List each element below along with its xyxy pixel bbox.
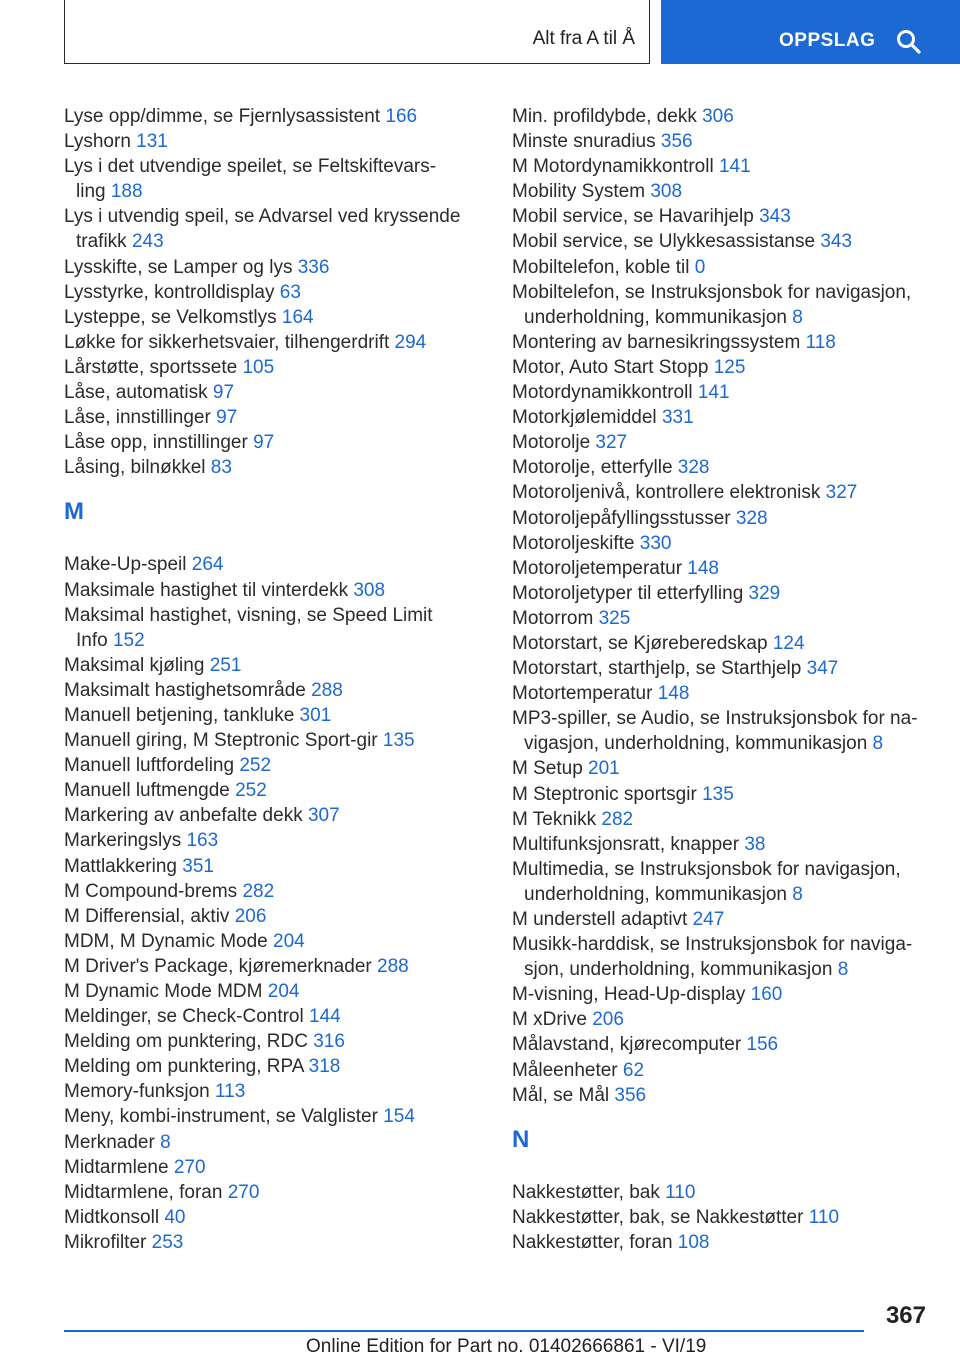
index-entry xyxy=(64,803,484,828)
page-link[interactable]: 166 xyxy=(385,106,418,127)
index-entry xyxy=(64,1180,484,1205)
entry-text: Lys i utvendig speil, se Advarsel ved kryssende trafikk xyxy=(64,206,461,253)
index-entry xyxy=(512,857,932,907)
page-link[interactable]: 108 xyxy=(677,1231,710,1253)
entry-text: Midtarmlene xyxy=(64,1156,174,1178)
entry-text: Meldinger, se Check-Control xyxy=(64,1006,309,1028)
entry-text: Musikk-harddisk, se Instruksjonsbok for naviga- sjon, underholdning, kommunikasjon xyxy=(512,934,913,981)
entry-list xyxy=(512,104,932,1108)
index-entry xyxy=(512,480,932,505)
page-link[interactable]: 264 xyxy=(191,554,224,576)
entry-text: Maksimale hastighet til vinterdekk xyxy=(64,579,354,601)
entry-text: Mattlakkering xyxy=(64,855,183,877)
page-link[interactable]: 288 xyxy=(377,955,409,977)
footer-divider xyxy=(64,1330,864,1332)
entry-text: Mobil service, se Havarihjelp xyxy=(512,206,760,228)
entry-text: Målavstand, kjørecomputer xyxy=(512,1034,747,1056)
page-link[interactable]: 351 xyxy=(182,855,214,877)
page-link[interactable]: 110 xyxy=(808,1206,840,1228)
index-entry xyxy=(512,255,932,280)
page-link[interactable]: 0 xyxy=(694,256,706,278)
page-link[interactable]: 288 xyxy=(311,679,343,701)
page-link[interactable]: 188 xyxy=(110,181,143,203)
page-link[interactable]: 8 xyxy=(872,733,884,755)
entry-text: Lysstyrke, kontrolldisplay xyxy=(64,281,280,303)
entry-text: Motoroljenivå, kontrollere elektronisk xyxy=(512,482,826,504)
page-link[interactable]: 124 xyxy=(772,632,805,654)
entry-text: Maksimalt hastighetsområde xyxy=(64,679,312,701)
lookup-button-label: OPPSLAG xyxy=(779,30,876,51)
page-link[interactable]: 144 xyxy=(309,1006,341,1028)
index-entry xyxy=(64,430,484,455)
page-link[interactable]: 318 xyxy=(308,1056,341,1078)
entry-text: Markering av anbefalte dekk xyxy=(64,805,308,827)
index-entry xyxy=(64,1029,484,1054)
entry-list xyxy=(512,1180,932,1255)
entry-text: Løkke for sikkerhetsvaier, tilhengerdrift xyxy=(64,331,395,353)
page-link[interactable]: 204 xyxy=(267,981,300,1002)
page-link[interactable]: 135 xyxy=(382,730,415,752)
lookup-button[interactable] xyxy=(661,0,960,64)
page-link[interactable]: 301 xyxy=(299,704,332,726)
entry-text: Manuell betjening, tankluke xyxy=(64,704,300,726)
page-link[interactable]: 141 xyxy=(718,156,751,178)
index-entry xyxy=(512,1205,932,1230)
entry-text: M-visning, Head-Up-display xyxy=(512,984,751,1006)
page-link[interactable]: 40 xyxy=(164,1206,186,1228)
entry-text: M Setup xyxy=(512,758,589,780)
index-entry xyxy=(64,552,484,577)
index-entry xyxy=(512,405,932,430)
index-entry xyxy=(64,904,484,929)
entry-text: Låsing, bilnøkkel xyxy=(64,457,211,479)
index-entry xyxy=(64,104,484,129)
index-entry xyxy=(64,305,484,330)
entry-text: Lyse opp/dimme, se Fjernlysassistent xyxy=(64,106,386,127)
index-entry xyxy=(512,656,932,681)
page-link[interactable]: 294 xyxy=(394,331,427,353)
page-link[interactable]: 154 xyxy=(383,1106,415,1128)
index-entry xyxy=(512,982,932,1007)
index-entry xyxy=(512,355,932,380)
entry-text: Min. profildybde, dekk xyxy=(512,106,703,127)
index-entry xyxy=(64,255,484,280)
page-link[interactable]: 201 xyxy=(588,758,620,780)
index-entry xyxy=(512,807,932,832)
index-entry xyxy=(64,129,484,154)
entry-text: Memory-funksjon xyxy=(64,1081,215,1103)
entry-text: Lårstøtte, sportssete xyxy=(64,356,243,378)
page-link[interactable]: 329 xyxy=(748,582,781,604)
page-link[interactable]: 343 xyxy=(759,206,791,228)
index-entry xyxy=(512,179,932,204)
entry-text: M Differensial, aktiv xyxy=(64,905,235,927)
page-link[interactable]: 113 xyxy=(215,1081,246,1103)
entry-text: Motordynamikkontroll xyxy=(512,382,698,404)
entry-text: Motoroljetyper til etterfylling xyxy=(512,582,749,604)
page-link[interactable]: 110 xyxy=(665,1181,696,1203)
index-entry xyxy=(512,380,932,405)
index-entry xyxy=(64,954,484,979)
index-entry xyxy=(512,204,932,229)
entry-text: Manuell luftfordeling xyxy=(64,755,240,777)
entry-text: MDM, M Dynamic Mode xyxy=(64,930,274,952)
index-entry xyxy=(64,1205,484,1230)
index-entry xyxy=(512,681,932,706)
section-heading-n: N xyxy=(512,1125,530,1153)
entry-text: Mobiltelefon, koble til xyxy=(512,256,695,278)
index-entry xyxy=(512,706,932,756)
page-link[interactable]: 204 xyxy=(273,930,305,952)
index-entry xyxy=(512,581,932,606)
entry-text: Nakkestøtter, foran xyxy=(512,1231,678,1253)
index-entry xyxy=(512,556,932,581)
index-entry xyxy=(512,1032,932,1057)
index-entry xyxy=(64,280,484,305)
entry-text: Maksimal hastighet, visning, se Speed Limit Info xyxy=(64,604,433,651)
section-tab[interactable] xyxy=(64,0,650,64)
entry-text: M Compound-brems xyxy=(64,880,243,902)
page-link[interactable]: 316 xyxy=(313,1031,345,1053)
page-link[interactable]: 308 xyxy=(650,181,683,203)
page-link[interactable]: 135 xyxy=(702,783,734,805)
page-link[interactable]: 97 xyxy=(253,432,275,454)
page-link[interactable]: 251 xyxy=(209,654,242,676)
index-entry xyxy=(64,1130,484,1155)
page-link[interactable]: 343 xyxy=(820,231,853,253)
index-entry xyxy=(64,778,484,803)
entry-text: Mikrofilter xyxy=(64,1231,152,1253)
entry-text: Lys i det utvendige speilet, se Feltskiftevars- ling xyxy=(64,156,437,203)
page-link[interactable]: 328 xyxy=(677,457,710,479)
page-link[interactable]: 327 xyxy=(825,482,858,504)
page-link[interactable]: 38 xyxy=(744,833,766,855)
page-link[interactable]: 206 xyxy=(592,1009,624,1031)
index-entry xyxy=(512,280,932,330)
entry-text: Motortemperatur xyxy=(512,683,658,705)
page-link[interactable]: 282 xyxy=(601,808,634,830)
index-column-left xyxy=(64,104,484,1255)
entry-text: M xDrive xyxy=(512,1009,593,1031)
entry-text: M understell adaptivt xyxy=(512,909,693,930)
entry-text: Låse opp, innstillinger xyxy=(64,432,254,454)
entry-text: MP3-spiller, se Audio, se Instruksjonsbok for na- vigasjon, underholdning, kommunikasjon xyxy=(512,708,918,755)
index-entry xyxy=(64,879,484,904)
entry-text: Manuell luftmengde xyxy=(64,780,236,802)
entry-text: Midtarmlene, foran xyxy=(64,1181,228,1203)
page-link[interactable]: 336 xyxy=(297,256,330,278)
page-link[interactable]: 131 xyxy=(136,131,168,153)
page-link[interactable]: 307 xyxy=(307,805,340,827)
index-entry xyxy=(64,854,484,879)
index-entry xyxy=(512,907,932,932)
page-link[interactable]: 8 xyxy=(792,883,803,905)
index-entry xyxy=(64,204,484,254)
entry-text: M Teknikk xyxy=(512,808,602,830)
page-link[interactable]: 331 xyxy=(661,407,694,429)
page-link[interactable]: 97 xyxy=(216,407,238,429)
index-entry xyxy=(512,1058,932,1083)
entry-text: Motoroljepåfyllingsstusser xyxy=(512,507,736,529)
index-entry xyxy=(512,756,932,781)
entry-text: Lyshorn xyxy=(64,131,137,153)
index-entry xyxy=(512,455,932,480)
page-link[interactable]: 164 xyxy=(281,306,314,328)
page-link[interactable]: 141 xyxy=(697,382,730,404)
index-entry xyxy=(512,154,932,179)
index-entry xyxy=(64,653,484,678)
index-entry xyxy=(64,355,484,380)
index-entry xyxy=(512,330,932,355)
entry-text: Melding om punktering, RDC xyxy=(64,1031,314,1053)
index-entry xyxy=(64,380,484,405)
entry-text: Make-Up-speil xyxy=(64,554,192,576)
page-link[interactable]: 282 xyxy=(242,880,275,902)
page-link[interactable]: 252 xyxy=(235,780,267,802)
index-entry xyxy=(64,154,484,204)
index-entry xyxy=(64,1054,484,1079)
index-entry xyxy=(512,631,932,656)
index-entry xyxy=(512,129,932,154)
index-entry xyxy=(64,979,484,1004)
page-link[interactable]: 83 xyxy=(210,457,232,479)
section-tab-label: Alt fra A til Å xyxy=(532,28,635,49)
entry-text: M Driver's Package, kjøremerknader xyxy=(64,955,377,977)
page-link[interactable]: 253 xyxy=(151,1231,184,1253)
page-link[interactable]: 8 xyxy=(792,306,803,328)
entry-text: Motorkjølemiddel xyxy=(512,407,662,429)
entry-text: Manuell giring, M Steptronic Sport-gir xyxy=(64,730,383,752)
entry-text: M Dynamic Mode MDM xyxy=(64,981,268,1002)
index-entry xyxy=(64,330,484,355)
entry-text: Markeringslys xyxy=(64,830,187,852)
entry-text: Mobiltelefon, se Instruksjonsbok for navigasjon, underholdning, kommunikasjon xyxy=(512,281,912,328)
entry-text: Merknader xyxy=(64,1131,161,1153)
entry-text: Mobility System xyxy=(512,181,651,203)
index-entry xyxy=(64,603,484,653)
index-entry xyxy=(512,1007,932,1032)
page-number: 367 xyxy=(885,1302,926,1329)
index-column-right xyxy=(512,104,932,1255)
entry-text: Motorstart, starthjelp, se Starthjelp xyxy=(512,658,807,680)
entry-text: Motorolje, etterfylle xyxy=(512,457,678,479)
index-entry xyxy=(512,1180,932,1205)
page-link[interactable]: 163 xyxy=(186,830,219,852)
index-entry xyxy=(64,1230,484,1255)
index-entry xyxy=(64,1004,484,1029)
page-link[interactable]: 247 xyxy=(692,909,725,930)
index-entry xyxy=(64,828,484,853)
entry-text: Motorrom xyxy=(512,607,599,629)
page-link[interactable]: 270 xyxy=(173,1156,206,1178)
entry-text: Minste snuradius xyxy=(512,131,661,153)
index-entry xyxy=(64,728,484,753)
index-entry xyxy=(64,929,484,954)
entry-text: Motorolje xyxy=(512,432,596,454)
page-link[interactable]: 328 xyxy=(735,507,768,529)
index-entry xyxy=(512,1230,932,1255)
page-link[interactable]: 156 xyxy=(746,1034,779,1056)
page-link[interactable]: 325 xyxy=(598,607,631,629)
page-link[interactable]: 160 xyxy=(750,984,783,1006)
index-entry xyxy=(512,229,932,254)
index-entry xyxy=(512,606,932,631)
page-link[interactable]: 148 xyxy=(657,683,690,705)
page-link[interactable]: 62 xyxy=(622,1059,645,1081)
entry-text: Motor, Auto Start Stopp xyxy=(512,356,714,378)
page-link[interactable]: 347 xyxy=(806,658,839,680)
page-link[interactable]: 356 xyxy=(614,1084,647,1106)
page-link[interactable]: 118 xyxy=(805,331,836,353)
page-link[interactable]: 63 xyxy=(279,281,301,303)
page-link[interactable]: 270 xyxy=(227,1181,260,1203)
page-link[interactable]: 330 xyxy=(639,532,672,554)
entry-text: Motorstart, se Kjørеberedskap xyxy=(512,632,773,654)
page-link[interactable]: 8 xyxy=(160,1131,171,1153)
entry-text: M Motordynamikkontroll xyxy=(512,156,719,178)
entry-text: Lysskifte, se Lamper og lys xyxy=(64,256,298,278)
search-icon xyxy=(896,29,922,60)
index-entry xyxy=(64,753,484,778)
index-entry xyxy=(512,932,932,982)
index-entry xyxy=(64,578,484,603)
edition-note: Online Edition for Part no. 01402666861 - VI/19 xyxy=(306,1336,707,1357)
entry-text: Mobil service, se Ulykkesassistanse xyxy=(512,231,821,253)
page-link[interactable]: 148 xyxy=(687,557,719,579)
entry-text: Maksimal kjøling xyxy=(64,654,210,676)
page-link[interactable]: 105 xyxy=(242,356,275,378)
index-entry xyxy=(64,405,484,430)
index-entry xyxy=(64,678,484,703)
page-link[interactable]: 306 xyxy=(702,106,734,127)
entry-text: Motoroljetemperatur xyxy=(512,557,688,579)
index-entry xyxy=(512,832,932,857)
index-entry xyxy=(512,104,932,129)
page-link[interactable]: 152 xyxy=(112,629,145,651)
page-link[interactable]: 356 xyxy=(660,131,693,153)
entry-text: Midtkonsoll xyxy=(64,1206,165,1228)
entry-text: Meny, kombi-instrument, se Valglister xyxy=(64,1106,384,1128)
page-link[interactable]: 8 xyxy=(837,959,849,981)
entry-text: Låse, automatisk xyxy=(64,382,213,404)
index-entry xyxy=(512,531,932,556)
entry-text: Multifunksjonsratt, knapper xyxy=(512,833,745,855)
page-link[interactable]: 125 xyxy=(713,356,746,378)
entry-text: Nakkestøtter, bak, se Nakkestøtter xyxy=(512,1206,809,1228)
page-link[interactable]: 252 xyxy=(239,755,272,777)
page-link[interactable]: 243 xyxy=(131,231,164,253)
index-entry xyxy=(512,782,932,807)
entry-text: M Steptronic sportsgir xyxy=(512,783,703,805)
entry-text: Multimedia, se Instruksjonsbok for navigasjon, underholdning, kommunikasjon xyxy=(512,858,901,905)
index-entry xyxy=(512,430,932,455)
entry-text: Montering av barnesikringssystem xyxy=(512,331,806,353)
entry-text: Motoroljeskifte xyxy=(512,532,640,554)
entry-text: Mål, se Mål xyxy=(512,1084,615,1106)
entry-text: Nakkestøtter, bak xyxy=(512,1181,666,1203)
page-link[interactable]: 308 xyxy=(353,579,386,601)
page-link[interactable]: 327 xyxy=(595,432,628,454)
entry-text: Låse, innstillinger xyxy=(64,407,217,429)
index-entry xyxy=(64,703,484,728)
index-entry xyxy=(64,1079,484,1104)
index-entry xyxy=(64,1104,484,1129)
index-entry xyxy=(512,506,932,531)
page-link[interactable]: 206 xyxy=(234,905,267,927)
entry-list xyxy=(64,552,484,1255)
entry-text: Melding om punktering, RPA xyxy=(64,1056,309,1078)
entry-list xyxy=(64,104,484,480)
entry-text: Måleenheter xyxy=(512,1059,623,1081)
page-link[interactable]: 97 xyxy=(212,382,235,404)
entry-text: Lysteppe, se Velkomstlys xyxy=(64,306,282,328)
index-entry xyxy=(64,1155,484,1180)
section-heading-m: M xyxy=(64,498,84,526)
